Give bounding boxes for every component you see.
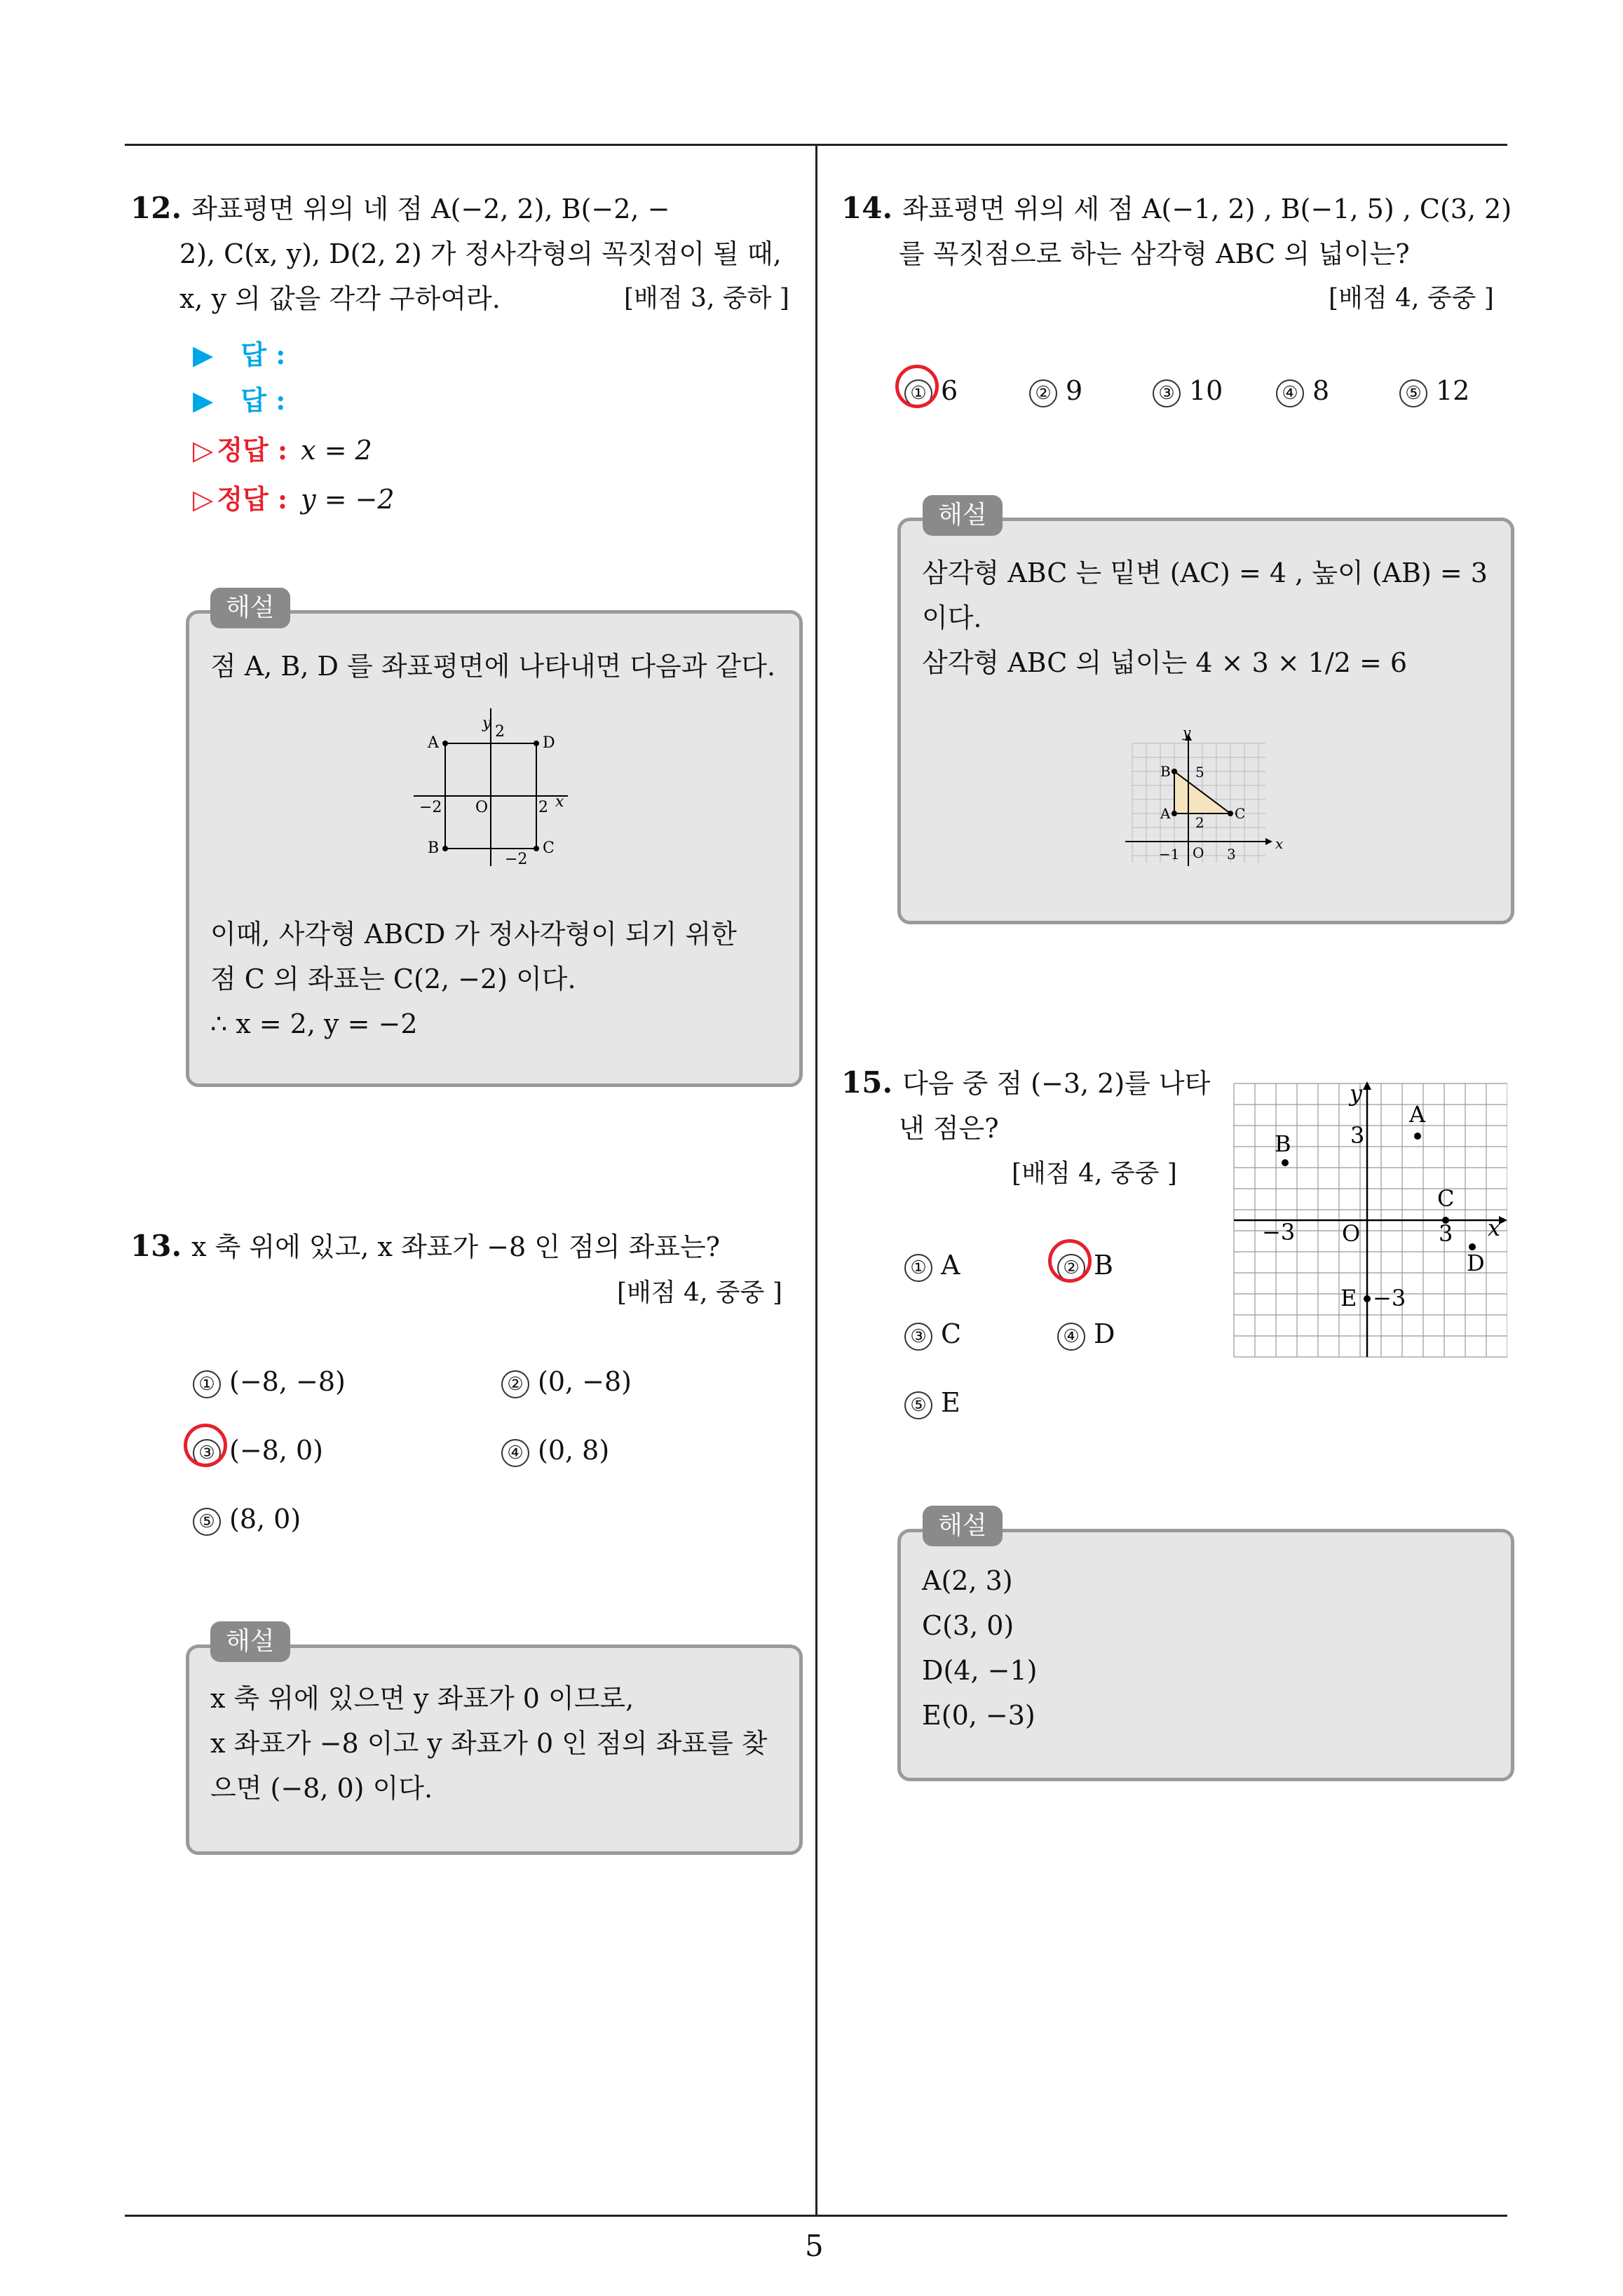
label-b: B (428, 839, 440, 857)
q12-answer-1 (193, 333, 285, 372)
page-number: 5 (805, 2229, 824, 2263)
choice-text: (8, 0) (229, 1504, 301, 1534)
choice-number: ④ (501, 1439, 529, 1467)
label-c: C (1235, 805, 1246, 822)
choice-number: ① (193, 1370, 221, 1398)
tick-left: −2 (419, 799, 442, 816)
q13-question (130, 1224, 720, 1269)
q14-line-2: 를 꼭짓점으로 하는 삼각형 ABC 의 넓이는? (899, 238, 1410, 269)
choice-text: 8 (1312, 375, 1330, 406)
q12-explanation-line-3: ∴ x = 2, y = −2 (210, 1008, 418, 1039)
column-divider (815, 144, 817, 2216)
q13-points: [배점 4, 중중 ] (617, 1278, 782, 1307)
play-outline-icon: ▷ (193, 434, 214, 466)
q12-correct-label-2: 정답 : (217, 483, 288, 515)
q12-explanation-line-2: 점 C 의 좌표는 C(2, −2) 이다. (210, 964, 576, 994)
choice-number: ④ (1057, 1323, 1085, 1351)
q14-choice-4[interactable] (1276, 375, 1329, 407)
tick-right: 2 (538, 799, 548, 816)
q13-number: 13. (130, 1229, 182, 1263)
play-icon: ▶ (193, 384, 214, 416)
x-label: x (555, 793, 564, 811)
q15-explanation-line-1: A(2, 3) (922, 1565, 1013, 1596)
q12-correct-label-1: 정답 : (217, 434, 288, 466)
q15-choice-3[interactable] (904, 1318, 961, 1351)
tick-3: 3 (1227, 846, 1236, 863)
label-b: B (1160, 763, 1171, 780)
choice-text: 6 (941, 375, 958, 406)
y-arrow-icon (1363, 1081, 1371, 1090)
choice-number: ① (904, 379, 932, 407)
q13-explanation-line-1: x 축 위에 있으면 y 좌표가 0 이므로, (210, 1683, 634, 1714)
choice-text: (−8, −8) (229, 1366, 346, 1397)
q15-line-1: 다음 중 점 (−3, 2)를 나타 (902, 1068, 1211, 1099)
label-c: C (1437, 1185, 1455, 1212)
choice-number: ⑤ (904, 1391, 932, 1419)
choice-text: D (1094, 1318, 1115, 1349)
x-label: x (1275, 835, 1284, 852)
point-b (442, 846, 448, 851)
q15-explanation-line-2: C(3, 0) (922, 1610, 1014, 1641)
q15-explanation-tab: 해설 (923, 1506, 1003, 1546)
q15-choice-4[interactable] (1057, 1318, 1115, 1351)
label-c: C (543, 839, 555, 857)
choice-text: 12 (1436, 375, 1470, 406)
x-label: x (1488, 1215, 1501, 1241)
tick-neg3-y: −3 (1373, 1285, 1406, 1311)
choice-text: E (941, 1387, 960, 1418)
point-c (534, 846, 539, 851)
y-label: y (1183, 729, 1191, 741)
q15-explanation-line-3: D(4, −1) (922, 1655, 1038, 1686)
y-label: y (482, 715, 491, 732)
choice-number: ③ (1153, 379, 1181, 407)
q13-choice-2[interactable] (501, 1366, 632, 1398)
q12-number: 12. (130, 191, 182, 225)
tick-2: 2 (1195, 814, 1204, 831)
q13-choice-1[interactable] (193, 1366, 346, 1398)
point-b (1172, 769, 1177, 774)
point-a (442, 741, 448, 746)
q12-correct-2 (193, 477, 395, 522)
q14-choice-2[interactable] (1029, 375, 1082, 407)
selected-answer-mark (895, 365, 939, 408)
q13-explanation-line-3: 으면 (−8, 0) 이다. (210, 1773, 433, 1804)
point-b (1282, 1159, 1289, 1166)
q13-explanation-tab: 해설 (210, 1621, 290, 1662)
choice-number: ④ (1276, 379, 1304, 407)
y-label: y (1350, 1080, 1363, 1107)
tick-bottom: −2 (505, 851, 528, 868)
point-e (1364, 1295, 1371, 1302)
q13-question-text: x 축 위에 있고, x 좌표가 −8 인 점의 좌표는? (191, 1231, 721, 1262)
q14-question (841, 186, 1514, 276)
q15-points: [배점 4, 중중 ] (1012, 1159, 1177, 1188)
selected-answer-mark (184, 1424, 227, 1467)
q12-correct-value-1: x = 2 (301, 435, 372, 466)
choice-text: 9 (1066, 375, 1083, 406)
q12-line-2: 2), C(x, y), D(2, 2) 가 정사각형의 꼭짓점이 될 때, (179, 238, 782, 269)
tick-top: 2 (495, 723, 505, 741)
q12-correct-value-2: y = −2 (301, 484, 395, 515)
q14-explanation-line-2: 이다. (922, 602, 982, 633)
play-outline-icon: ▷ (193, 483, 214, 515)
choice-number: ③ (904, 1323, 932, 1351)
q14-explanation-line-3: 삼각형 ABC 의 넓이는 4 × 3 × 1/2 = 6 (922, 647, 1408, 678)
q15-question (841, 1060, 1210, 1151)
q14-choice-3[interactable] (1153, 375, 1223, 407)
q15-explanation-line-4: E(0, −3) (922, 1700, 1035, 1731)
choice-text: 10 (1189, 375, 1223, 406)
point-d (534, 741, 539, 746)
q13-choice-4[interactable] (501, 1435, 609, 1467)
tick-neg1: −1 (1159, 846, 1180, 863)
choice-number: ② (1029, 379, 1057, 407)
q12-line-1: 좌표평면 위의 네 점 A(−2, 2), B(−2, − (191, 194, 670, 224)
label-a: A (1409, 1101, 1426, 1128)
choice-number: ① (904, 1254, 932, 1282)
q12-explanation-line-1: 이때, 사각형 ABCD 가 정사각형이 되기 위한 (210, 919, 737, 950)
q12-explanation-intro: 점 A, B, D 를 좌표평면에 나타내면 다음과 같다. (210, 651, 776, 682)
choice-text: A (941, 1250, 960, 1281)
label-d: D (543, 734, 555, 752)
q13-choice-5[interactable] (193, 1504, 301, 1536)
choice-text: (−8, 0) (229, 1435, 324, 1466)
point-c (1228, 811, 1233, 816)
choice-text: B (1094, 1250, 1113, 1281)
origin-label: O (1342, 1220, 1361, 1247)
q12-line-3: x, y 의 값을 각각 구하여라. (179, 283, 501, 314)
q13-explanation-body (210, 1676, 768, 1811)
choice-number: ⑤ (1399, 379, 1427, 407)
label-a: A (1160, 805, 1171, 822)
x-arrow-icon (1265, 838, 1272, 845)
label-a: A (428, 734, 439, 752)
tick-3-x: 3 (1439, 1220, 1453, 1247)
tick-neg3-x: −3 (1262, 1219, 1296, 1245)
choice-text: (0, 8) (538, 1435, 610, 1466)
label-e: E (1340, 1285, 1357, 1311)
q14-points: [배점 4, 중중 ] (1329, 284, 1494, 313)
origin-label: O (1193, 844, 1204, 861)
q12-correct-1 (193, 428, 372, 473)
q14-explanation-tab: 해설 (923, 495, 1003, 536)
q15-line-2: 낸 점은? (899, 1113, 999, 1144)
q12-answer-label-2: 답 : (240, 384, 286, 416)
origin-label: O (475, 799, 489, 816)
choice-text: (0, −8) (538, 1366, 632, 1397)
q15-choice-1[interactable] (904, 1250, 960, 1282)
point-a (1414, 1133, 1421, 1140)
tick-5: 5 (1195, 764, 1204, 781)
tick-3-y: 3 (1350, 1122, 1365, 1149)
q15-choice-5[interactable] (904, 1387, 960, 1419)
q15-number: 15. (841, 1065, 893, 1100)
q14-graph (1125, 729, 1286, 870)
q15-explanation-body (922, 1558, 1037, 1738)
bottom-rule (125, 2215, 1507, 2217)
q12-answer-2 (193, 379, 285, 417)
selected-answer-mark (1048, 1239, 1092, 1283)
q12-points: [배점 3, 중하 ] (624, 284, 789, 313)
q14-explanation-body (922, 551, 1488, 685)
choice-text: C (941, 1318, 962, 1349)
q12-explanation-tab: 해설 (210, 588, 290, 628)
choice-number: ⑤ (193, 1508, 221, 1536)
q14-explanation-line-1: 삼각형 ABC 는 밑변 (AC) = 4 , 높이 (AB) = 3 (922, 558, 1488, 588)
label-b: B (1275, 1130, 1291, 1157)
choice-number: ③ (193, 1439, 221, 1467)
q12-answer-label-1: 답 : (240, 339, 286, 370)
point-a (1172, 811, 1177, 816)
play-icon: ▶ (193, 339, 214, 370)
q14-number: 14. (841, 191, 893, 225)
q12-explanation-body (210, 912, 737, 1046)
choice-number: ② (1057, 1254, 1085, 1282)
q14-choice-5[interactable] (1399, 375, 1469, 407)
q15-graph (1227, 1080, 1507, 1360)
q13-explanation-line-2: x 좌표가 −8 이고 y 좌표가 0 인 점의 좌표를 찾 (210, 1728, 768, 1759)
choice-number: ② (501, 1370, 529, 1398)
q12-graph (414, 708, 575, 870)
label-d: D (1467, 1250, 1485, 1276)
q14-line-1: 좌표평면 위의 세 점 A(−1, 2) , B(−1, 5) , C(3, 2) (902, 194, 1512, 224)
